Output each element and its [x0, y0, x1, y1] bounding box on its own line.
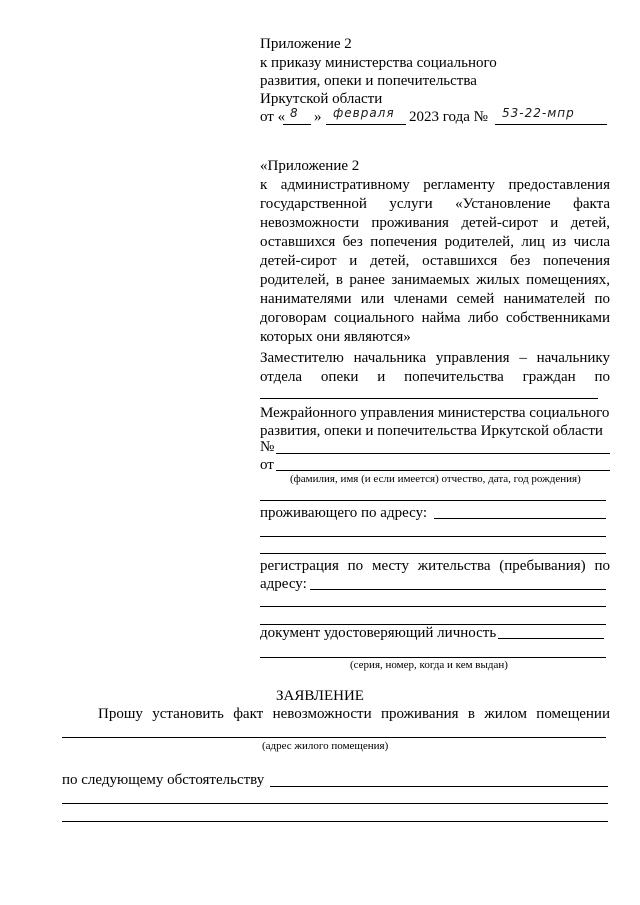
- order-date-line: [260, 107, 285, 128]
- from-label: от: [260, 457, 274, 473]
- handwritten-month: февраля: [333, 106, 395, 120]
- registration-field-line-2[interactable]: [260, 606, 606, 607]
- registration-field-line-1[interactable]: [310, 589, 606, 590]
- appendix-line: родителей, в ранее занимаемых жилых помещениях,: [260, 272, 610, 288]
- handwritten-day: 8: [290, 106, 299, 120]
- month-underline: [326, 124, 406, 125]
- header-line-1: Приложение 2: [260, 36, 352, 52]
- dwelling-address-field-line[interactable]: [62, 737, 606, 738]
- addressee-line-1: Заместителю начальника управления – начальнику: [260, 350, 610, 366]
- statement-title: ЗАЯВЛЕНИЕ: [276, 688, 364, 704]
- circumstance-label: по следующему обстоятельству: [62, 772, 265, 788]
- address-label: проживающего по адресу:: [260, 505, 428, 521]
- year-text: 2023 года №: [409, 109, 488, 125]
- fio-field-line[interactable]: [260, 500, 606, 501]
- appendix-line: договорам социального найма либо собственниками: [260, 310, 610, 326]
- appendix-line: нанимателями или членами семей нанимателей по: [260, 291, 610, 307]
- document-field-line-2[interactable]: [260, 657, 606, 658]
- registration-line-1: регистрация по месту жительства (пребывания) по: [260, 558, 610, 574]
- addressee-line-2: отдела опеки и попечительства граждан по: [260, 369, 610, 385]
- document-field-line-1[interactable]: [498, 638, 604, 639]
- date-prefix: от «: [260, 109, 286, 125]
- day-underline: [283, 124, 311, 125]
- circumstance-field-line-3[interactable]: [62, 821, 608, 822]
- appendix-line: к административному регламенту предоставления: [260, 177, 610, 193]
- handwritten-number: 53-22-мпр: [502, 106, 575, 120]
- from-field-line[interactable]: [276, 470, 610, 471]
- addressee-line-3: Межрайонного управления министерства социального: [260, 405, 610, 421]
- appendix-line: невозможности проживания детей-сирот и детей,: [260, 215, 610, 231]
- statement-line-1: Прошу установить факт невозможности проживания в жилом помещении: [98, 706, 610, 722]
- address-field-line-3[interactable]: [260, 553, 606, 554]
- appendix-title: «Приложение 2: [260, 158, 360, 174]
- header-line-2: к приказу министерства социального: [260, 55, 497, 71]
- address-field-line-2[interactable]: [260, 536, 606, 537]
- number-field-line[interactable]: [276, 453, 610, 454]
- addressee-line-4: развития, опеки и попечительства Иркутской области: [260, 423, 603, 439]
- registration-line-2: адресу:: [260, 576, 307, 592]
- address-field-line-1[interactable]: [434, 518, 606, 519]
- appendix-line: государственной услуги «Установление факта: [260, 196, 610, 212]
- appendix-line: оставшихся без попечения родителей, лиц из числа: [260, 234, 610, 250]
- appendix-line: детей-сирот и детей, оставшихся без попечения: [260, 253, 610, 269]
- header-line-4: Иркутской области: [260, 91, 383, 107]
- header-line-3: развития, опеки и попечительства: [260, 73, 477, 89]
- date-mid: »: [314, 109, 322, 125]
- number-underline: [495, 124, 607, 125]
- appendix-last-line: которых они являются»: [260, 329, 411, 345]
- appendix-block: [260, 156, 610, 347]
- department-field-line[interactable]: [260, 398, 598, 399]
- number-label: №: [260, 439, 275, 455]
- document-label: документ удостоверяющий личность: [260, 625, 497, 641]
- document-hint: (серия, номер, когда и кем выдан): [350, 659, 508, 671]
- fio-hint: (фамилия, имя (и если имеется) отчество, дата, год рождения): [290, 473, 581, 485]
- dwelling-address-hint: (адрес жилого помещения): [262, 740, 389, 752]
- circumstance-field-line-2[interactable]: [62, 803, 608, 804]
- circumstance-field-line-1[interactable]: [270, 786, 608, 787]
